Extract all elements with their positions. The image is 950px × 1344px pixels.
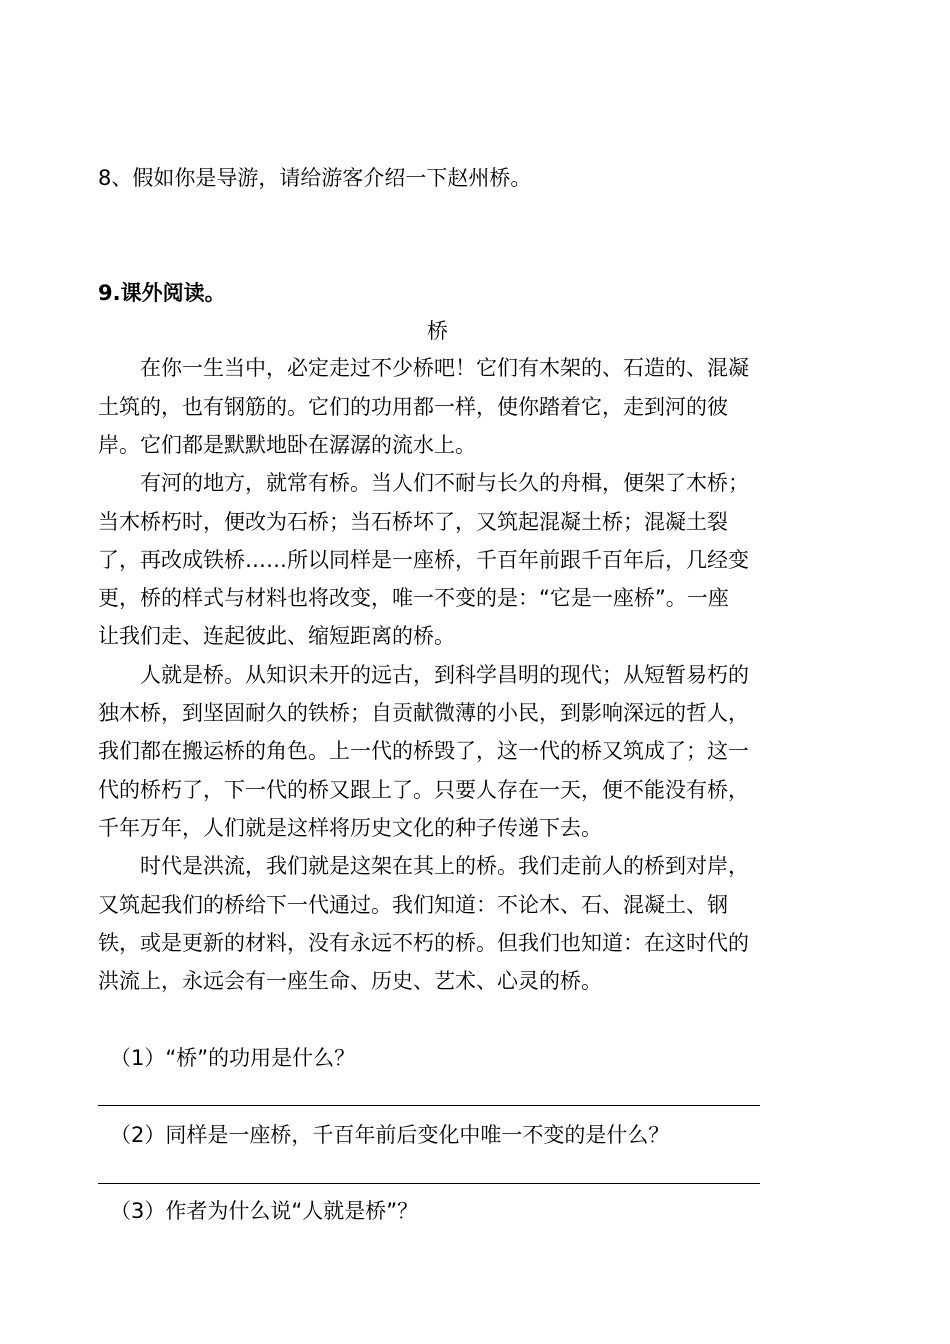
passage-line: 又筑起我们的桥给下一代通过。我们知道：不论木、石、混凝土、钢 [98,893,728,917]
answer-line-1[interactable] [98,1105,760,1106]
passage-line: 人就是桥。从知识未开的远古，到科学昌明的现代；从短暂易朽的 [98,663,749,687]
passage-line: 独木桥，到坚固耐久的铁桥；自贡献微薄的小民，到影响深远的哲人， [98,701,749,725]
sub-question-1: （1）“桥”的功用是什么？ [110,1046,356,1070]
answer-line-2[interactable] [98,1183,760,1184]
passage-line: 有河的地方，就常有桥。当人们不耐与长久的舟楫，便架了木桥； [98,471,749,495]
passage-line: 千年万年，人们就是这样将历史文化的种子传递下去。 [98,816,602,840]
sub-question-2: （2）同样是一座桥，千百年前后变化中唯一不变的是什么？ [110,1123,670,1147]
passage-line: 时代是洪流，我们就是这架在其上的桥。我们走前人的桥到对岸， [98,854,749,878]
sub-question-3: （3）作者为什么说“人就是桥”？ [110,1199,419,1223]
passage-line: 土筑的，也有钢筋的。它们的功用都一样，使你踏着它，走到河的彼 [98,395,728,419]
passage-line: 铁，或是更新的材料，没有永远不朽的桥。但我们也知道：在这时代的 [98,931,749,955]
passage-line: 了，再改成铁桥……所以同样是一座桥，千百年前跟千百年后，几经变 [98,548,749,572]
passage-line: 让我们走、连起彼此、缩短距离的桥。 [98,624,455,648]
passage-line: 在你一生当中，必定走过不少桥吧！它们有木架的、石造的、混凝 [98,356,749,380]
passage-line: 代的桥朽了，下一代的桥又跟上了。只要人存在一天，便不能没有桥， [98,778,749,802]
question-9-heading: 9.课外阅读。 [98,281,226,305]
passage-line: 更，桥的样式与材料也将改变，唯一不变的是：“它是一座桥”。一座 [98,586,729,610]
question-8: 8、假如你是导游，请给游客介绍一下赵州桥。 [98,166,532,190]
passage-line: 当木桥朽时，便改为石桥；当石桥坏了，又筑起混凝土桥；混凝土裂 [98,510,728,534]
passage-title: 桥 [427,319,448,343]
passage-line: 我们都在搬运桥的角色。上一代的桥毁了，这一代的桥又筑成了；这一 [98,739,749,763]
passage-line: 洪流上，永远会有一座生命、历史、艺术、心灵的桥。 [98,969,602,993]
passage-line: 岸。它们都是默默地卧在潺潺的流水上。 [98,433,476,457]
